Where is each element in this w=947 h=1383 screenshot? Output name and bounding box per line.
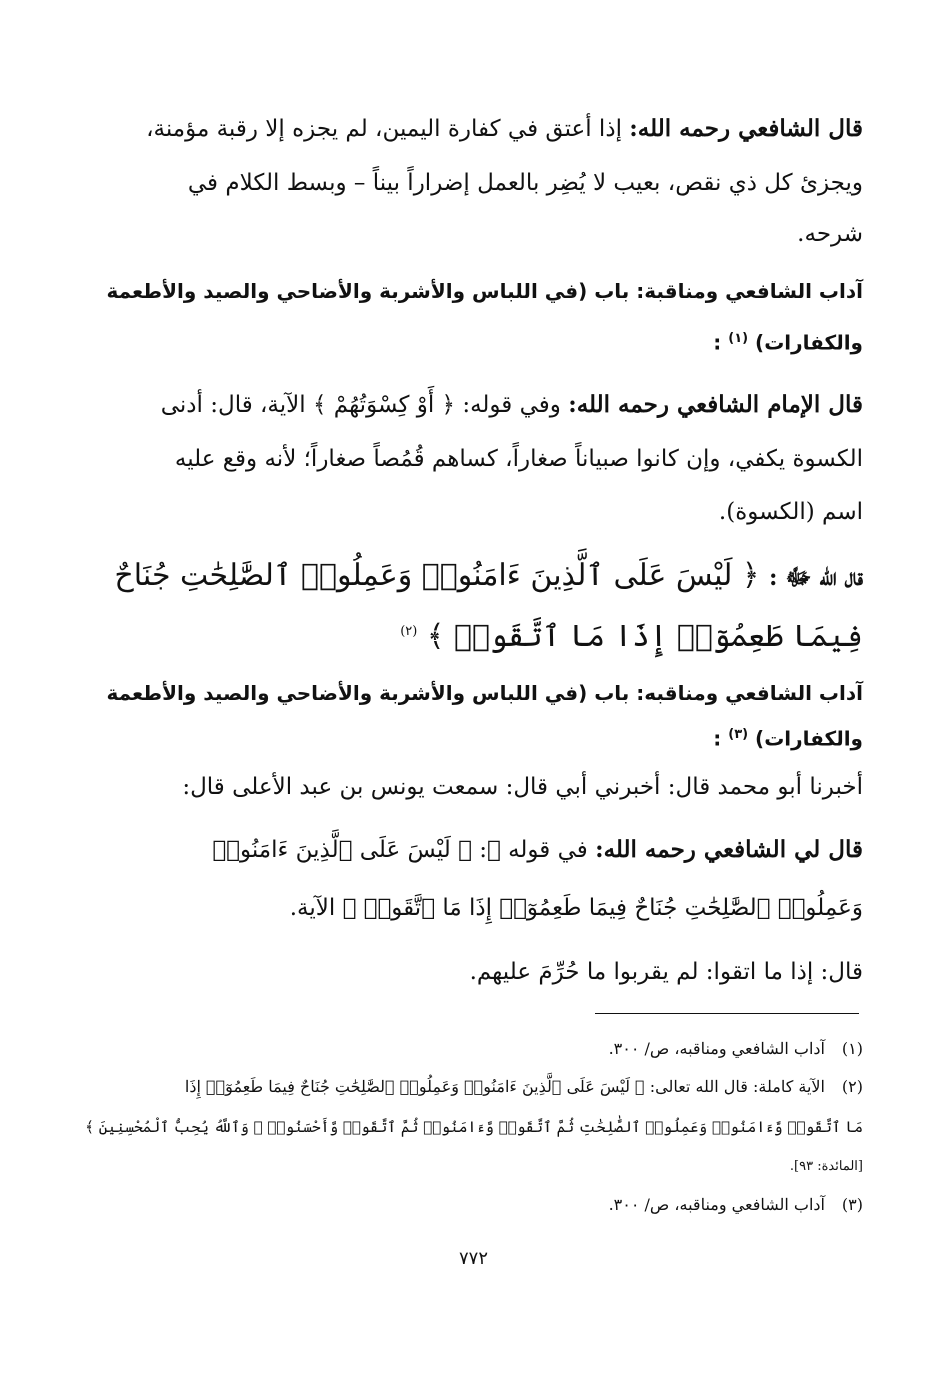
verse-lead: قال الله ﷻ : xyxy=(769,564,863,591)
heading2-line2 xyxy=(713,716,863,758)
para2-line3: اسم (الكسوة). xyxy=(718,499,863,525)
footnote-3-text: آداب الشافعي ومناقبه، ص/ ٣٠٠. xyxy=(608,1195,825,1214)
heading2-colon: : xyxy=(713,726,722,751)
para2-speaker: قال الإمام الشافعي رحمه الله: xyxy=(568,391,863,418)
footnote-1-number: (١) xyxy=(841,1039,863,1058)
para3-line1: أخبرنا أبو محمد قال: أخبرني أبي قال: سمعت يونس بن عبد الأعلى قال: xyxy=(182,774,863,800)
verse-text-2: فِيمَا طَعِمُوٓا۟ إِذَا مَا ٱتَّقَوا۟ ﴾ xyxy=(426,619,863,654)
heading1-line1: آداب الشافعي ومناقبة: باب (في اللباس والأشربة والأضاحي والصيد والأطعمة xyxy=(106,279,863,303)
footnote-1 xyxy=(609,1032,863,1066)
verse-text-1: ﴿ لَيْسَ عَلَى ٱلَّذِينَ ءَامَنُوا۟ وَعَمِلُوا۟ ٱلصَّٰلِحَٰتِ جُنَاحٌ xyxy=(114,558,770,593)
footnote-3-number: (٣) xyxy=(841,1195,863,1214)
para1-line3: شرحه. xyxy=(797,221,863,247)
heading1-colon: : xyxy=(713,330,722,355)
footnote-2-line2: مَا ٱتَّقَوا۟ وَّءَامَنُوا۟ وَعَمِلُوا۟ ٱلصَّٰلِحَٰتِ ثُمَّ ٱتَّقَوا۟ وَّءَامَنُوا۟ ثُمَّ ٱتَّقَوا۟ وَّأَحْسَنُوا۟ ۗ وَٱللَّهُ يُحِبُّ ٱلْمُحْسِنِينَ ﴾ xyxy=(85,1118,863,1136)
heading1-title-end: والكفارات) xyxy=(755,330,863,355)
para4-line1 xyxy=(212,828,863,872)
footnote-3 xyxy=(609,1188,863,1222)
footnote-2-text: الآية كاملة: قال الله تعالى: ﴿ لَيْسَ عَلَى ٱلَّذِينَ ءَامَنُوا۟ وَعَمِلُوا۟ ٱلصَّٰلِحَٰتِ جُنَاحٌ فِيمَا طَعِمُوٓا۟ إِذَا xyxy=(184,1077,825,1096)
footnote-ref-3[interactable]: (٣) xyxy=(728,727,749,742)
para4-line2: وَعَمِلُوا۟ ٱلصَّٰلِحَٰتِ جُنَاحٌ فِيمَا طَعِمُوٓا۟ إِذَا مَا ٱتَّقَوا۟ ﴾ الآية. xyxy=(289,895,863,921)
footnote-separator xyxy=(595,1013,859,1014)
para1-line2: ويجزئ كل ذي نقص، بعيب لا يُضِر بالعمل إضراراً بيناً – وبسط الكلام في xyxy=(187,170,863,196)
footnote-ref-1[interactable]: (١) xyxy=(728,331,749,346)
para1-line1 xyxy=(146,107,863,151)
heading2-title-end: والكفارات) xyxy=(755,726,863,751)
para5-line1: قال: إذا ما اتقوا: لم يقربوا ما حُرِّمَ عليهم. xyxy=(469,959,863,985)
footnote-2 xyxy=(185,1070,863,1104)
footnote-1-text: آداب الشافعي ومناقبه، ص/ ٣٠٠. xyxy=(608,1039,825,1058)
heading1-line2 xyxy=(713,320,863,362)
verse-line1 xyxy=(114,546,863,608)
para1-line1-text: إذا أعتق في كفارة اليمين، لم يجزه إلا رقبة مؤمنة، xyxy=(146,116,630,142)
para2-line2: الكسوة يكفي، وإن كانوا صبياناً صغاراً، كساهم قُمُصاً صغاراً؛ لأنه وقع عليه xyxy=(174,446,863,472)
para2-line1 xyxy=(161,383,863,427)
para4-line1-text: في قوله ﷻ: ﴿ لَيْسَ عَلَى ٱلَّذِينَ ءَامَنُوا۟ xyxy=(212,837,596,863)
page-number: ٧٧٢ xyxy=(458,1248,488,1269)
heading2-line1: آداب الشافعي ومناقبه: باب (في اللباس والأشربة والأضاحي والصيد والأطعمة xyxy=(106,681,863,705)
footnote-ref-2[interactable]: (٢) xyxy=(400,624,418,639)
para1-speaker: قال الشافعي رحمه الله: xyxy=(629,115,863,142)
footnote-2-source: [المائدة: ٩٣]. xyxy=(789,1159,863,1174)
footnote-2-number: (٢) xyxy=(841,1077,863,1096)
verse-line2 xyxy=(400,602,863,667)
para4-speaker: قال لي الشافعي رحمه الله: xyxy=(595,836,863,863)
para2-line1-text: وفي قوله: ﴿ أَوْ كِسْوَتُهُمْ ﴾ الآية، قال: أدنى xyxy=(160,392,569,418)
